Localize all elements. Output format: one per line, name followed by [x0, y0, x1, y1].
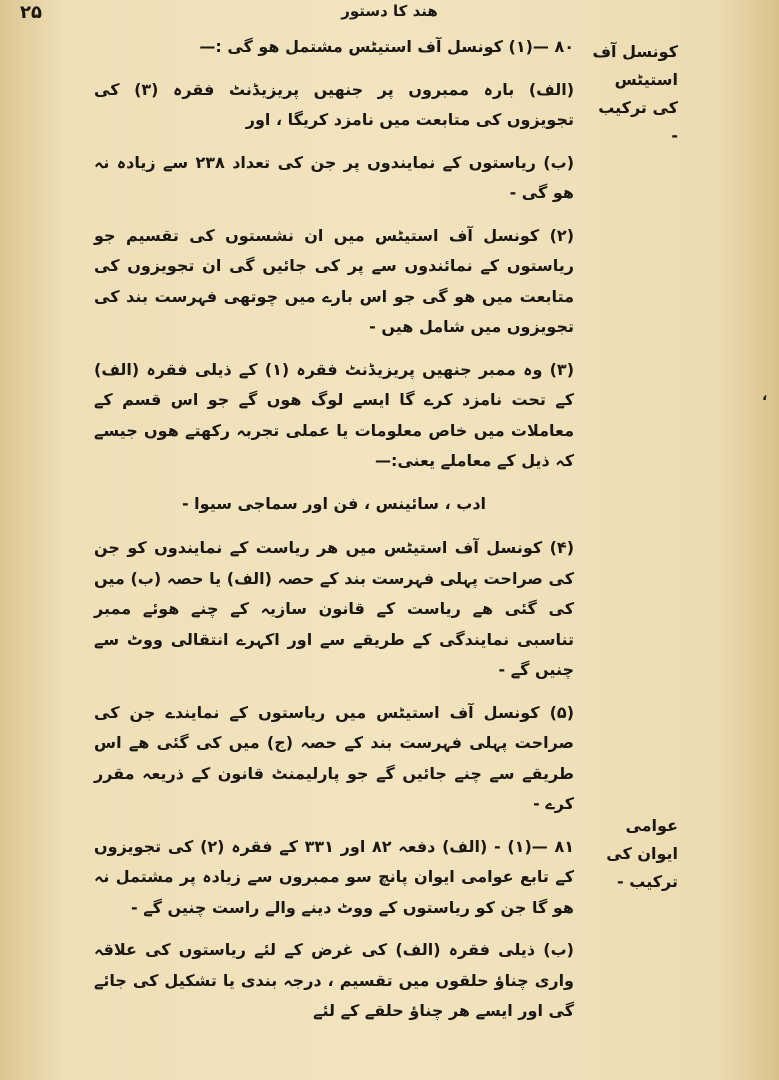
clause-80-2: (۲) کونسل آف استیٹس میں ان نشستوں کی تقسیم جو ریاستوں کے نمائندوں سے پر کی جائیں گی ان تجویزوں کی متابعت میں ھو گی جو اس بارے میں چوتھی فہرست بند کی تجویزوں میں شامل ھیں -: [94, 225, 574, 336]
clause-81-1-b: (ب) ذیلی فقرہ (الف) کی غرض کے لئے ریاستوں کی علاقہ واری چناؤ حلقوں میں تقسیم ، درجہ بندی یا تشکیل کی جائے گی اور ایسے ھر چناؤ حلقے کے لئے: [94, 940, 574, 1020]
page-number: ۲۵: [20, 2, 42, 23]
article-text: [94, 32, 574, 1039]
clause-80-5: (۵) کونسل آف استیٹس میں ریاستوں کے نمایندے جن کی صراحت پہلی فہرست بند کے حصہ (ج) میں کی گئی ھے اس طریقے سے چنے جائیں گے جو پارلیمنٹ قانون کے ذریعہ مقرر کرے -: [94, 702, 574, 813]
page-header: [0, 0, 779, 30]
clause-80-1-b: (ب) ریاستوں کے نمایندوں پر جن کی تعداد ۲۳۸ سے زیادہ نہ ھو گی -: [94, 152, 575, 202]
article-81-1-a: ۸۱ —(۱) - (الف) دفعہ ۸۲ اور ۳۳۱ کے فقرہ (۲) کی تجویزوں کے تابع عوامی ایوان پانچ سو ممبروں سے زیادہ پر مشتمل نہ ھو گا جن کو ریاستوں کے ووٹ دینے والے راست چنیں گے -: [94, 836, 575, 917]
running-title: ھند کا دستور: [341, 2, 438, 20]
article-80-heading: ۸۰ —(۱) کونسل آف استیٹس مشتمل ھو گی :—: [199, 37, 574, 56]
clause-80-1-a: (الف) بارہ ممبروں پر جنھیں پریزیڈنٹ فقرہ (۳) کی تجویزوں کی متابعت میں نامزد کریگا ، اور: [94, 79, 575, 129]
margin-note-house-of-people: عوامی ایوان کی ترکیب -: [606, 816, 678, 891]
clause-80-3-list: ادب ، سائینس ، فن اور سماجی سیوا -: [181, 493, 487, 513]
clause-80-3: (۳) وہ ممبر جنھیں پریزیڈنٹ فقرہ (۱) کے ذیلی فقرہ (الف) کے تحت نامزد کرے گا ایسے لوگ ھوں گے جو اس قسم کے معاملات میں خاص معلومات یا عملی تجربہ رکھتے ھوں جیسے کہ ذیل کے معاملے یعنی:—: [94, 359, 574, 470]
margin-note-council-of-states: کونسل آف استیٹس کی ترکیب -: [592, 42, 678, 145]
clause-80-4: (۴) کونسل آف استیٹس میں ھر ریاست کے نمایندوں کو جن کی صراحت پہلی فہرست بند کے حصہ (الف) یا حصہ (ب) میں کی گئی ھے ریاست کے قانون سازیہ کے چنے ھوئے ممبر تناسبی نمایندگی کے طریقے سے اور اکہرے انتقالی ووٹ سے چنیں گے -: [94, 538, 574, 679]
margin-speck: ،: [762, 388, 768, 404]
